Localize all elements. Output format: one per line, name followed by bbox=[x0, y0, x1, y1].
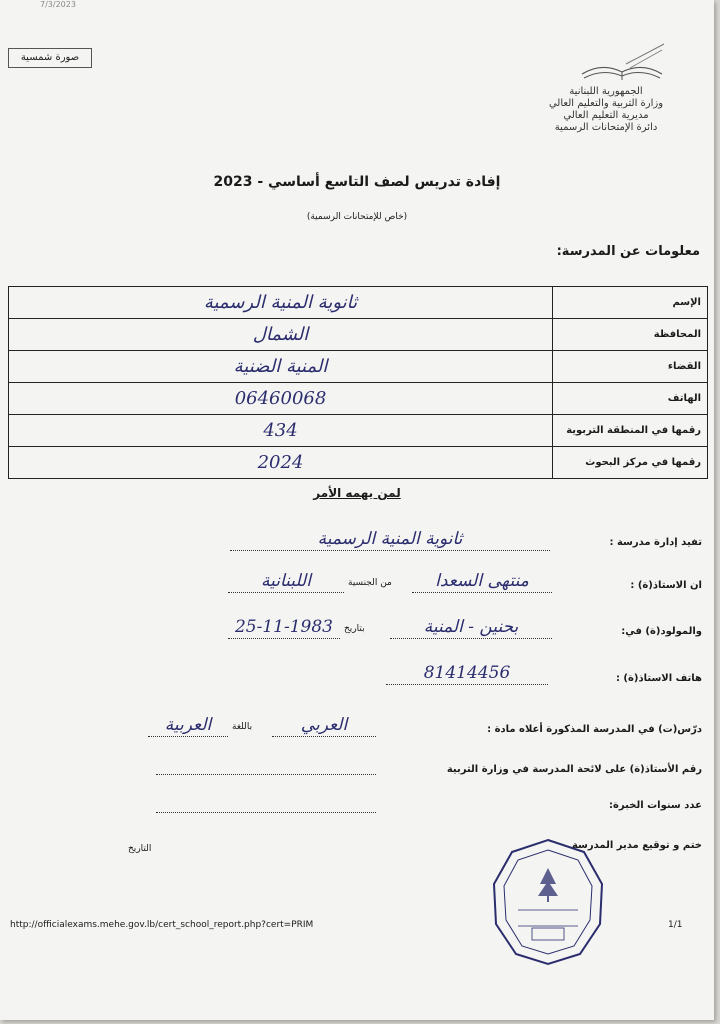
governorate-value: الشمال bbox=[9, 319, 553, 351]
language-value: العربية bbox=[148, 714, 228, 737]
born-label: والمولود(ة) في: bbox=[621, 626, 702, 637]
birth-date-label: بتاريخ bbox=[344, 624, 365, 634]
name-value: ثانوية المنية الرسمية bbox=[9, 287, 553, 319]
page-number: 1/1 bbox=[668, 920, 683, 930]
experience-value bbox=[156, 790, 376, 813]
teacher-number-label: رقم الأستاذ(ة) على لائحة المدرسة في وزارة التربية bbox=[446, 764, 702, 775]
table-row bbox=[9, 287, 708, 319]
governorate-label: المحافظة bbox=[553, 319, 708, 351]
phone-label: الهاتف bbox=[553, 383, 708, 415]
name-label: الإسم bbox=[553, 287, 708, 319]
header-line: مديرية التعليم العالي bbox=[563, 110, 649, 121]
date-footer-label: التاريخ bbox=[128, 844, 152, 854]
school-admin-label: تفيد إدارة مدرسة : bbox=[609, 537, 702, 548]
table-row bbox=[9, 447, 708, 479]
header-line: وزارة التربية والتعليم العالي bbox=[548, 98, 664, 109]
report-url: http://officialexams.mehe.gov.lb/cert_school_report.php?cert=PRIM bbox=[10, 920, 314, 930]
print-date: 7/3/2023 bbox=[40, 0, 76, 9]
region-number-label: رقمها في المنطقة التربوية bbox=[553, 415, 708, 447]
research-number-value: 2024 bbox=[9, 447, 553, 479]
district-value: المنية الضنية bbox=[9, 351, 553, 383]
research-number-label: رقمها في مركز البحوث bbox=[553, 447, 708, 479]
teacher-name-value: منتهى السعدا bbox=[412, 570, 552, 593]
nationality-label: من الجنسية bbox=[348, 578, 392, 588]
stamp-signature-label: ختم و توقيع مدير المدرسة bbox=[571, 840, 702, 851]
document-title: إفادة تدريس لصف التاسع أساسي - 2023 bbox=[213, 174, 501, 190]
school-info-heading: معلومات عن المدرسة: bbox=[556, 244, 700, 259]
teacher-number-value bbox=[156, 752, 376, 775]
ministry-header bbox=[516, 86, 696, 134]
experience-label: عدد سنوات الخبرة: bbox=[609, 800, 702, 811]
birth-date-value: 25-11-1983 bbox=[228, 616, 340, 639]
teacher-label: ان الاستاذ(ة) : bbox=[630, 580, 702, 591]
region-number-value: 434 bbox=[9, 415, 553, 447]
to-whom-it-may-concern: لمن يهمه الأمر bbox=[313, 486, 401, 500]
table-row bbox=[9, 319, 708, 351]
phone-value: 06460068 bbox=[9, 383, 553, 415]
subject-value: العربي bbox=[272, 714, 376, 737]
document-subtitle: (خاص للإمتحانات الرسمية) bbox=[306, 212, 408, 222]
photo-placeholder: صورة شمسية bbox=[8, 48, 92, 68]
nationality-value: اللبنانية bbox=[228, 570, 344, 593]
taught-subject-label: درّس(ت) في المدرسة المذكورة أعلاه مادة : bbox=[487, 724, 702, 735]
school-admin-value: ثانوية المنية الرسمية bbox=[230, 528, 550, 551]
language-label: باللغة bbox=[232, 722, 253, 732]
header-line: دائرة الإمتحانات الرسمية bbox=[554, 122, 658, 133]
table-row bbox=[9, 383, 708, 415]
table-row bbox=[9, 415, 708, 447]
header-line: الجمهورية اللبنانية bbox=[569, 86, 643, 97]
school-info-table bbox=[8, 286, 708, 479]
ministry-book-logo-icon bbox=[576, 40, 668, 84]
district-label: القضاء bbox=[553, 351, 708, 383]
table-row bbox=[9, 351, 708, 383]
teacher-phone-value: 81414456 bbox=[386, 662, 548, 685]
school-seal-stamp bbox=[492, 838, 604, 966]
birth-place-value: بحنين - المنية bbox=[390, 616, 552, 639]
teacher-phone-label: هاتف الاستاذ(ة) : bbox=[615, 673, 702, 684]
